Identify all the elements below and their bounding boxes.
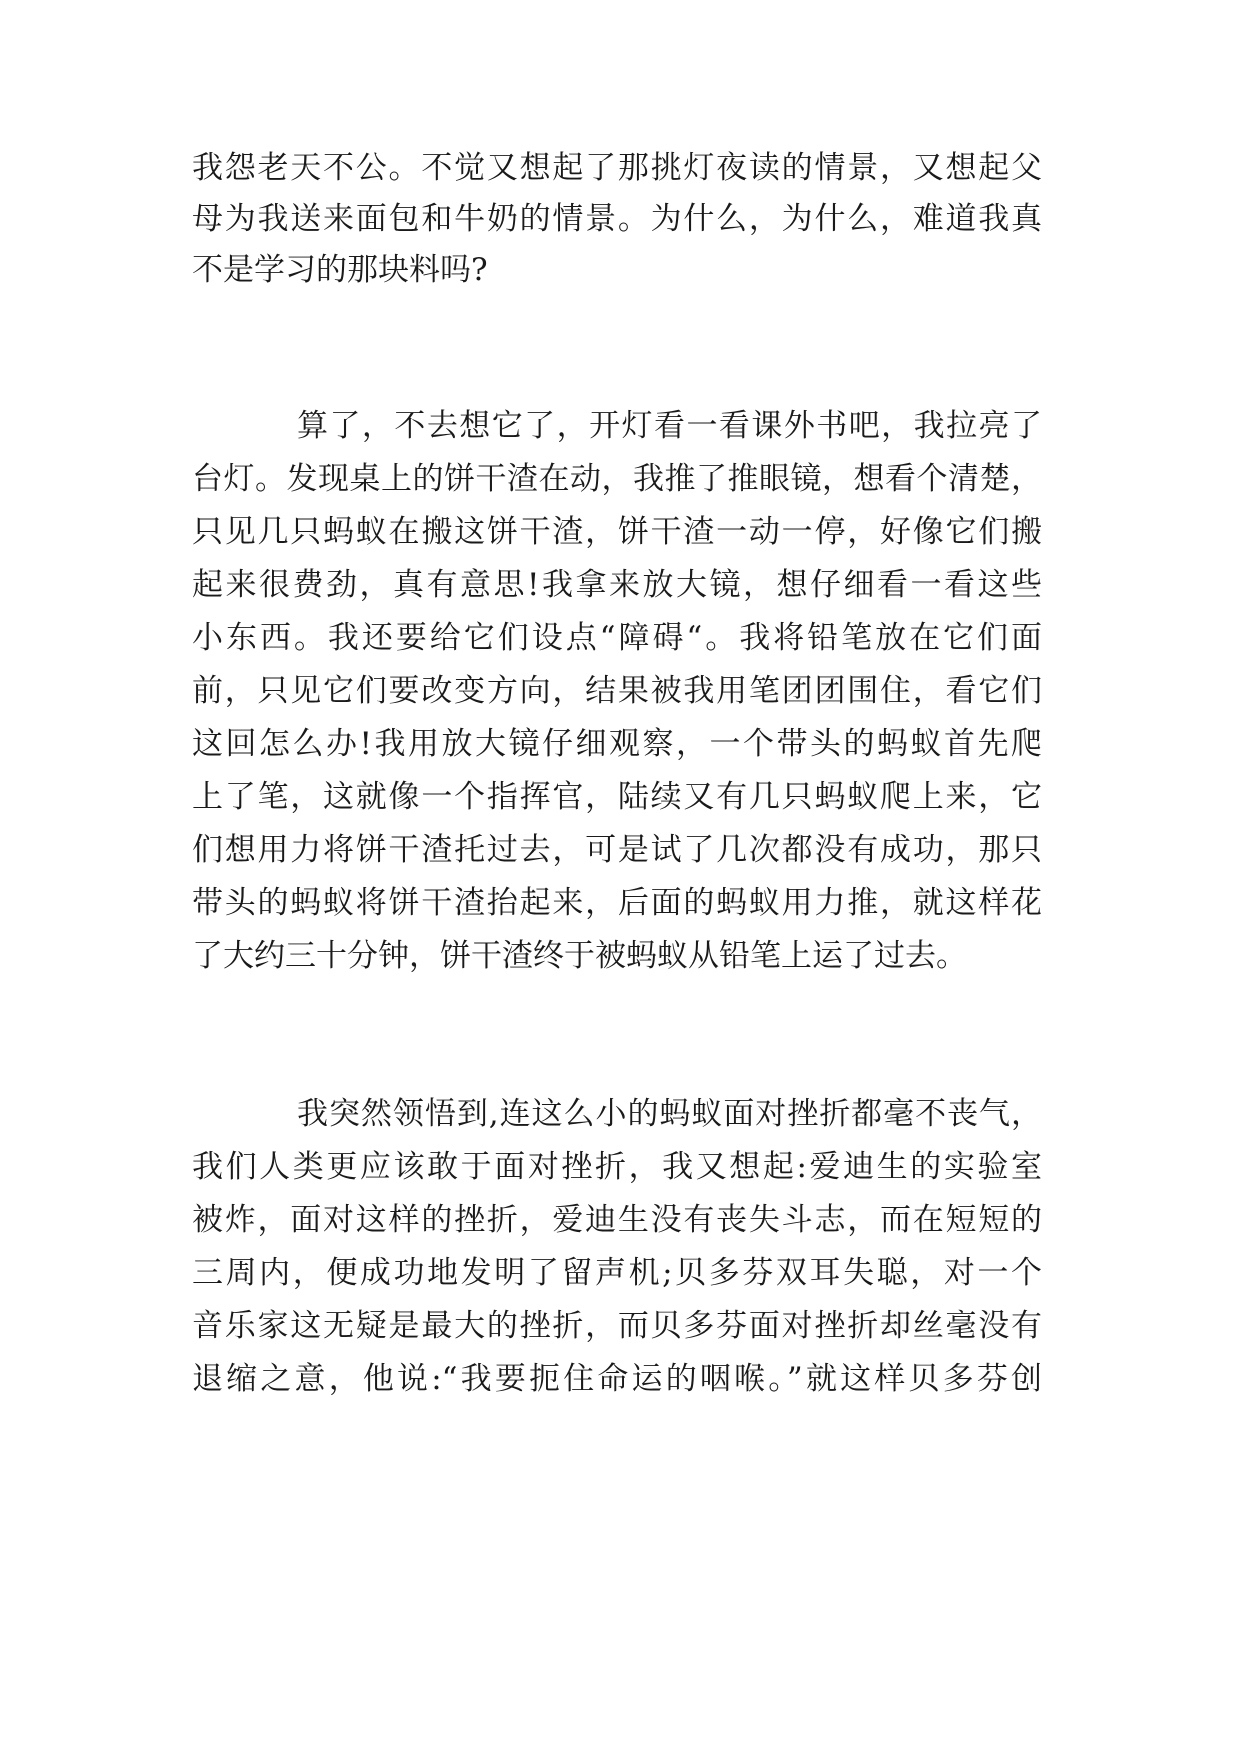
text-line: 起来很费劲，真有意思!我拿来放大镜，想仔细看一看这些 bbox=[192, 567, 1042, 603]
text-line: 我怨老天不公。不觉又想起了那挑灯夜读的情景，又想起父 bbox=[192, 150, 1042, 186]
text-line: 算了，不去想它了，开灯看一看课外书吧，我拉亮了 bbox=[297, 408, 1042, 444]
text-line: 我们人类更应该敢于面对挫折，我又想起:爱迪生的实验室 bbox=[192, 1149, 1042, 1185]
text-line: 被炸，面对这样的挫折，爱迪生没有丧失斗志，而在短短的 bbox=[192, 1202, 1042, 1238]
text-line: 这回怎么办!我用放大镜仔细观察，一个带头的蚂蚁首先爬 bbox=[192, 726, 1042, 762]
text-line: 只见几只蚂蚁在搬这饼干渣，饼干渣一动一停，好像它们搬 bbox=[192, 514, 1042, 550]
text-line: 们想用力将饼干渣托过去，可是试了几次都没有成功，那只 bbox=[192, 832, 1042, 868]
text-line: 前，只见它们要改变方向，结果被我用笔团团围住，看它们 bbox=[192, 673, 1042, 709]
text-line: 三周内，便成功地发明了留声机;贝多芬双耳失聪，对一个 bbox=[192, 1255, 1042, 1291]
text-line: 母为我送来面包和牛奶的情景。为什么，为什么，难道我真 bbox=[192, 201, 1042, 237]
text-line: 退缩之意，他说:“我要扼住命运的咽喉。”就这样贝多芬创 bbox=[192, 1361, 1042, 1397]
text-line: 上了笔，这就像一个指挥官，陆续又有几只蚂蚁爬上来，它 bbox=[192, 779, 1042, 815]
text-line: 不是学习的那块料吗? bbox=[192, 252, 488, 288]
text-line: 带头的蚂蚁将饼干渣抬起来，后面的蚂蚁用力推，就这样花 bbox=[192, 885, 1042, 921]
text-line: 我突然领悟到,连这么小的蚂蚁面对挫折都毫不丧气， bbox=[297, 1096, 1042, 1132]
text-line: 了大约三十分钟，饼干渣终于被蚂蚁从铅笔上运了过去。 bbox=[192, 938, 967, 974]
text-line: 台灯。发现桌上的饼干渣在动，我推了推眼镜，想看个清楚， bbox=[192, 461, 1042, 497]
text-line: 小东西。我还要给它们设点“障碍“。我将铅笔放在它们面 bbox=[192, 620, 1042, 656]
text-line: 音乐家这无疑是最大的挫折，而贝多芬面对挫折却丝毫没有 bbox=[192, 1308, 1042, 1344]
